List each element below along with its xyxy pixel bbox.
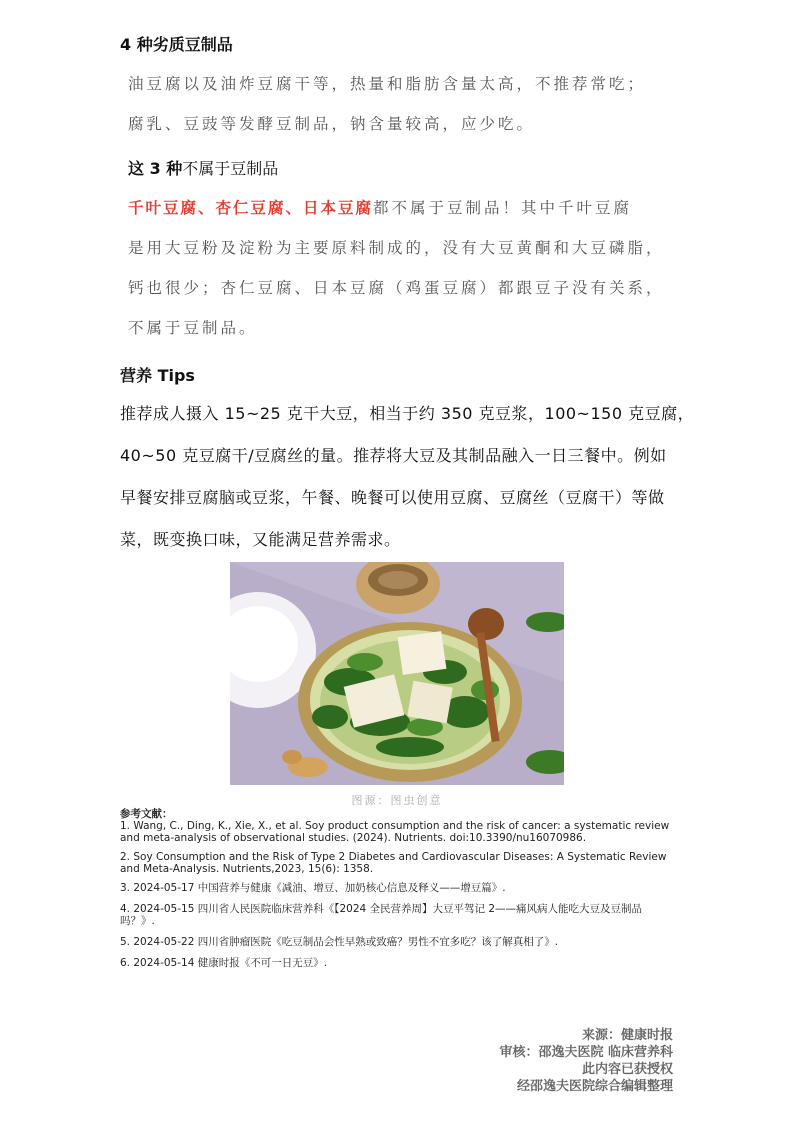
tofu-soup-illustration bbox=[230, 562, 564, 785]
nutrition-tips-paragraph bbox=[120, 393, 695, 561]
image-caption: 图源：图虫创意 bbox=[351, 794, 443, 807]
paragraph-line: 不属于豆制品。 bbox=[128, 319, 258, 337]
title-rest-part: 不属于豆制品 bbox=[182, 159, 279, 178]
references bbox=[120, 808, 675, 976]
section-title-nutrition-tips: 营养 Tips bbox=[120, 366, 195, 385]
paragraph-line: 40~50 克豆腐干/豆腐丝的量。推荐将大豆及其制品融入一日三餐中。例如 bbox=[120, 446, 667, 465]
section-title-not-soy bbox=[128, 156, 278, 179]
references-heading: 参考文献： bbox=[120, 808, 173, 820]
footer-credits bbox=[380, 1027, 673, 1095]
footer-editor: 经邵逸夫医院综合编辑整理 bbox=[516, 1079, 673, 1094]
highlighted-products: 千叶豆腐、杏仁豆腐、日本豆腐 bbox=[128, 199, 374, 217]
reference-item: 2. Soy Consumption and the Risk of Type 2 Diabetes and Cardiovascular Diseases: A Systematic Review and Meta-Analysis. Nutrients,2023, 15(6): 1358. bbox=[120, 851, 667, 875]
paragraph-line bbox=[128, 188, 708, 228]
paragraph-line: 早餐安排豆腐脑或豆浆，午餐、晚餐可以使用豆腐、豆腐丝（豆腐干）等做 bbox=[120, 488, 665, 507]
not-soy-paragraph bbox=[128, 188, 708, 348]
paragraph-line: 是用大豆粉及淀粉为主要原料制成的，没有大豆黄酮和大豆磷脂， bbox=[128, 239, 665, 257]
reference-item: 6. 2024-05-14 健康时报《不可一日无豆》. bbox=[120, 957, 328, 969]
paragraph-line-rest: 都不属于豆制品！其中千叶豆腐 bbox=[373, 199, 633, 217]
inferior-soy-paragraph bbox=[128, 64, 708, 144]
reference-item: 1. Wang, C., Ding, K., Xie, X., et al. Soy product consumption and the risk of cancer: a systematic review and meta-analysis of observational studies. (2024). Nutrients. doi:10.3390/nu16070986. bbox=[120, 820, 670, 844]
footer-source: 来源：健康时报 bbox=[581, 1028, 673, 1043]
footer-reviewer: 审核：邵逸夫医院 临床营养科 bbox=[499, 1045, 673, 1060]
reference-item: 3. 2024-05-17 中国营养与健康《减油、增豆、加奶核心信息及释义——增豆篇》. bbox=[120, 882, 506, 894]
footer-authorization: 此内容已获授权 bbox=[581, 1062, 673, 1077]
tofu-soup-photo bbox=[230, 562, 564, 785]
paragraph-line: 油豆腐以及油炸豆腐干等，热量和脂肪含量太高，不推荐常吃； bbox=[128, 75, 647, 93]
paragraph-line: 菜，既变换口味，又能满足营养需求。 bbox=[120, 530, 401, 549]
reference-item: 4. 2024-05-15 四川省人民医院临床营养科《【2024 全民营养周】大豆平驾记 2——痛风病人能吃大豆及豆制品吗？》. bbox=[120, 903, 643, 927]
paragraph-line: 腐乳、豆豉等发酵豆制品，钠含量较高，应少吃。 bbox=[128, 115, 536, 133]
reference-item: 5. 2024-05-22 四川省肿瘤医院《吃豆制品会性早熟或致癌？男性不宜多吃？该了解真相了》. bbox=[120, 936, 559, 948]
section-title-inferior-soy: 4 种劣质豆制品 bbox=[120, 35, 233, 54]
title-bold-part: 这 3 种 bbox=[128, 159, 183, 178]
paragraph-line: 钙也很少；杏仁豆腐、日本豆腐（鸡蛋豆腐）都跟豆子没有关系， bbox=[128, 279, 665, 297]
paragraph-line: 推荐成人摄入 15~25 克干大豆，相当于约 350 克豆浆，100~150 克豆腐， bbox=[120, 404, 695, 423]
